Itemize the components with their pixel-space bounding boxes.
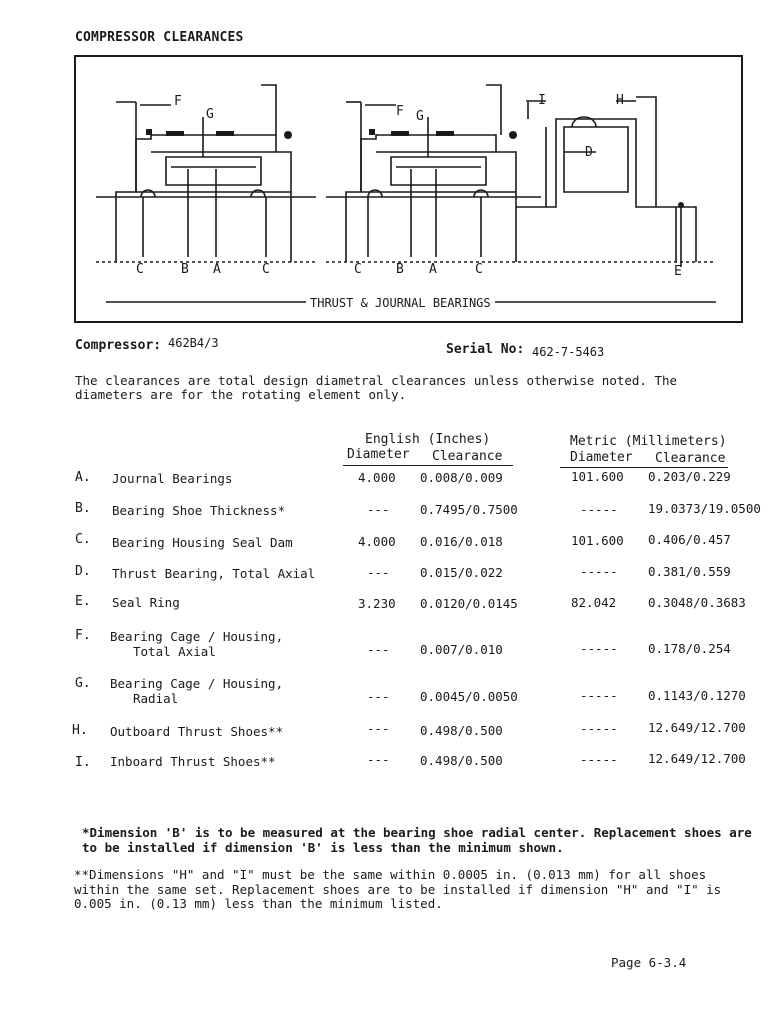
cell-mm-diameter: 101.600	[571, 469, 624, 484]
row-description: Journal Bearings	[112, 471, 233, 486]
bearing-diagram	[74, 55, 743, 323]
cell-en-diameter: ---	[367, 721, 390, 736]
cell-mm-clearance: 0.406/0.457	[648, 532, 731, 547]
cell-mm-diameter: -----	[580, 688, 618, 703]
compressor-label: Compressor:	[75, 338, 162, 353]
row-letter: D.	[75, 564, 91, 579]
cell-en-diameter: ---	[367, 642, 390, 657]
header-en-clearance: Clearance	[432, 449, 503, 464]
row-letter: G.	[75, 676, 91, 691]
header-rule-english	[343, 465, 513, 466]
cell-en-clearance: 0.7495/0.7500	[420, 502, 518, 517]
cell-en-diameter: ---	[367, 502, 390, 517]
cell-en-diameter: ---	[367, 689, 390, 704]
row-description-line2: Total Axial	[133, 644, 216, 659]
row-description: Inboard Thrust Shoes**	[110, 754, 276, 769]
row-description: Thrust Bearing, Total Axial	[112, 566, 316, 581]
serial-label: Serial No:	[446, 342, 525, 357]
cell-mm-diameter: -----	[580, 564, 618, 579]
label-a-left: A	[213, 262, 221, 277]
intro-text: The clearances are total design diametral clearances unless otherwise noted. The diameters are for the rotating element only.	[75, 373, 678, 402]
cell-mm-diameter: -----	[580, 752, 618, 767]
cell-en-diameter: 3.230	[358, 596, 396, 611]
header-mm-diameter: Diameter	[570, 450, 633, 465]
label-h: H	[616, 93, 624, 108]
figure-caption: THRUST & JOURNAL BEARINGS	[306, 296, 495, 310]
footnote-dimension-b: *Dimension 'B' is to be measured at the bearing shoe radial center. Replacement shoes are to be installed if dimension 'B' is less than the minimum shown.	[82, 825, 752, 855]
label-i: I	[538, 93, 546, 108]
cell-en-diameter: 4.000	[358, 470, 396, 485]
page-title: COMPRESSOR CLEARANCES	[75, 30, 244, 45]
cell-mm-clearance: 0.3048/0.3683	[648, 595, 746, 610]
row-description: Seal Ring	[112, 595, 180, 610]
header-rule-metric	[560, 467, 728, 468]
row-letter: C.	[75, 532, 91, 547]
row-description-line2: Radial	[133, 691, 179, 706]
cell-en-diameter: 4.000	[358, 534, 396, 549]
row-description: Bearing Cage / Housing,	[110, 629, 284, 644]
label-g-left: G	[206, 107, 214, 122]
label-f-left: F	[174, 94, 182, 109]
cell-mm-clearance: 12.649/12.700	[648, 751, 746, 766]
footnote-dimensions-h-i: **Dimensions "H" and "I" must be the same within 0.0005 in. (0.013 mm) for all shoes within the same set. Replacement shoes are to be installed if dimension "H" and "I" is 0.005 in. (0.13 mm) less than the minimum listed.	[74, 867, 722, 911]
row-description: Bearing Cage / Housing,	[110, 676, 284, 691]
cell-en-diameter: ---	[367, 752, 390, 767]
header-metric: Metric (Millimeters)	[570, 434, 727, 449]
cell-mm-diameter: -----	[580, 502, 618, 517]
cell-en-clearance: 0.0120/0.0145	[420, 596, 518, 611]
cell-mm-clearance: 19.0373/19.0500	[648, 501, 761, 516]
cell-mm-diameter: 82.042	[571, 595, 617, 610]
page-number: Page 6-3.4	[611, 955, 687, 970]
header-mm-clearance: Clearance	[655, 451, 726, 466]
label-c-right-2: C	[475, 262, 483, 277]
label-b-left: B	[181, 262, 189, 277]
label-c-left-1: C	[136, 262, 144, 277]
cell-mm-diameter: 101.600	[571, 533, 624, 548]
label-d: D	[585, 145, 593, 160]
header-en-diameter: Diameter	[347, 447, 410, 462]
cell-en-clearance: 0.015/0.022	[420, 565, 503, 580]
cell-mm-clearance: 0.1143/0.1270	[648, 688, 746, 703]
label-c-right-1: C	[354, 262, 362, 277]
cell-en-clearance: 0.016/0.018	[420, 534, 503, 549]
cell-en-clearance: 0.0045/0.0050	[420, 689, 518, 704]
label-e: E	[674, 264, 682, 279]
cell-en-clearance: 0.498/0.500	[420, 753, 503, 768]
row-letter: F.	[75, 628, 91, 643]
cell-en-clearance: 0.007/0.010	[420, 642, 503, 657]
row-description: Bearing Housing Seal Dam	[112, 535, 293, 550]
cell-mm-clearance: 0.381/0.559	[648, 564, 731, 579]
row-description: Bearing Shoe Thickness*	[112, 503, 286, 518]
row-letter: H.	[72, 723, 88, 738]
label-f-right: F	[396, 104, 404, 119]
cell-mm-clearance: 0.178/0.254	[648, 641, 731, 656]
serial-value: 462-7-5463	[532, 345, 605, 359]
label-b-right: B	[396, 262, 404, 277]
cell-en-diameter: ---	[367, 565, 390, 580]
cell-mm-clearance: 12.649/12.700	[648, 720, 746, 735]
cell-mm-diameter: -----	[580, 641, 618, 656]
cell-en-clearance: 0.008/0.009	[420, 470, 503, 485]
label-c-left-2: C	[262, 262, 270, 277]
row-letter: I.	[75, 755, 91, 770]
cell-en-clearance: 0.498/0.500	[420, 723, 503, 738]
row-letter: E.	[75, 594, 91, 609]
cell-mm-diameter: -----	[580, 721, 618, 736]
compressor-value: 462B4/3	[168, 336, 219, 350]
header-english: English (Inches)	[365, 432, 491, 447]
row-description: Outboard Thrust Shoes**	[110, 724, 284, 739]
label-g-right: G	[416, 109, 424, 124]
row-letter: B.	[75, 501, 91, 516]
label-a-right: A	[429, 262, 437, 277]
cell-mm-clearance: 0.203/0.229	[648, 469, 731, 484]
row-letter: A.	[75, 470, 91, 485]
